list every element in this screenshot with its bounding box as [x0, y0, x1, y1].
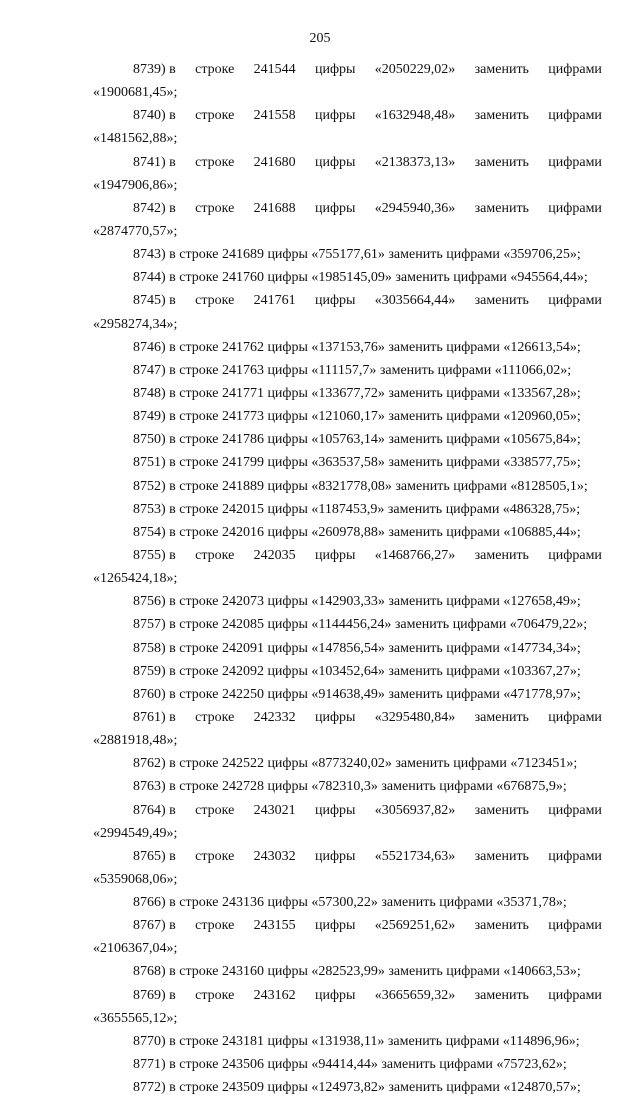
amendment-line: 8744) в строке 241760 цифры «1985145,09» заменить цифрами «945564,44»;: [133, 270, 588, 286]
amendment-line: 8746) в строке 241762 цифры «137153,76» заменить цифрами «126613,54»;: [133, 339, 581, 355]
amendment-word: заменить: [474, 293, 529, 309]
amendment-line: [93, 289, 602, 312]
amendment-line: [93, 914, 602, 937]
amendment-word: «2050229,02»: [374, 62, 456, 77]
amendment-word: заменить: [474, 108, 529, 124]
amendment-word: цифры: [314, 709, 356, 725]
amendment-line: [93, 58, 602, 81]
amendment-word: 243155: [253, 918, 296, 934]
amendment-line: 8748) в строке 241771 цифры «133677,72» заменить цифрами «133567,28»;: [133, 385, 581, 401]
amendment-line-continuation: «2881918,48»;: [93, 733, 178, 749]
amendment-word: «2138373,13»: [374, 154, 456, 170]
amendment-word: строке: [195, 709, 235, 725]
amendment-word: «2945940,36»: [374, 200, 456, 216]
amendment-word: цифрами: [548, 918, 602, 934]
amendment-line-continuation: «3655565,12»;: [93, 1010, 178, 1026]
amendment-line-continuation: «2106367,04»;: [93, 941, 178, 957]
amendment-word: 8745) в: [133, 293, 176, 309]
amendment-word: заменить: [474, 987, 529, 1003]
amendment-line: [93, 197, 602, 220]
amendment-word: строке: [195, 802, 235, 818]
amendment-line-continuation: «1900681,45»;: [93, 85, 178, 101]
amendment-line: [93, 104, 602, 127]
amendment-word: цифрами: [548, 547, 602, 563]
amendment-word: цифрами: [548, 108, 602, 124]
amendment-word: цифрами: [548, 709, 602, 725]
amendment-word: 8765) в: [133, 848, 176, 864]
amendment-line-continuation: «2874770,57»;: [93, 223, 178, 239]
amendment-line: 8762) в строке 242522 цифры «8773240,02» заменить цифрами «7123451»;: [133, 756, 578, 772]
amendment-line-continuation: «1481562,88»;: [93, 131, 178, 147]
amendment-word: 8767) в: [133, 918, 176, 934]
amendment-word: строке: [195, 848, 235, 864]
amendment-word: цифры: [314, 154, 356, 170]
amendment-word: «3035664,44»: [374, 293, 456, 309]
amendment-word: 243021: [253, 802, 296, 818]
amendment-word: 8740) в: [133, 108, 176, 124]
amendment-word: цифры: [314, 293, 356, 309]
amendment-line: [93, 799, 602, 822]
amendment-word: «2569251,62»: [374, 918, 456, 934]
amendment-word: заменить: [474, 802, 529, 818]
amendment-word: цифрами: [548, 62, 602, 77]
amendment-line-continuation: «2994549,49»;: [93, 825, 178, 841]
amendment-line: 8743) в строке 241689 цифры «755177,61» заменить цифрами «359706,25»;: [133, 247, 581, 263]
amendment-word: 241680: [253, 154, 296, 170]
amendment-word: 242332: [253, 709, 296, 725]
amendment-word: цифрами: [548, 200, 602, 216]
amendment-line: 8757) в строке 242085 цифры «1144456,24» заменить цифрами «706479,22»;: [133, 617, 588, 633]
amendment-word: «5521734,63»: [374, 848, 456, 864]
amendment-line: 8747) в строке 241763 цифры «111157,7» заменить цифрами «111066,02»;: [133, 362, 572, 378]
amendment-line: 8754) в строке 242016 цифры «260978,88» заменить цифрами «106885,44»;: [133, 524, 581, 540]
amendment-word: 8755) в: [133, 547, 176, 563]
amendment-word: строке: [195, 108, 235, 124]
amendment-line: 8771) в строке 243506 цифры «94414,44» заменить цифрами «75723,62»;: [133, 1057, 567, 1073]
amendment-word: строке: [195, 293, 235, 309]
amendment-line-continuation: «5359068,06»;: [93, 871, 178, 887]
amendment-word: 241688: [253, 200, 296, 216]
amendment-line: 8750) в строке 241786 цифры «105763,14» заменить цифрами «105675,84»;: [133, 432, 581, 448]
amendment-word: «3665659,32»: [374, 987, 456, 1003]
amendment-word: «1632948,48»: [374, 108, 456, 124]
amendment-line: 8760) в строке 242250 цифры «914638,49» заменить цифрами «471778,97»;: [133, 686, 581, 702]
amendment-word: заменить: [474, 154, 529, 170]
amendment-line: 8756) в строке 242073 цифры «142903,33» заменить цифрами «127658,49»;: [133, 594, 581, 610]
amendment-word: 8764) в: [133, 802, 176, 818]
amendment-word: 243162: [253, 987, 296, 1003]
amendment-word: цифрами: [548, 293, 602, 309]
amendment-line-continuation: «1265424,18»;: [93, 571, 178, 587]
amendment-word: цифрами: [548, 154, 602, 170]
amendment-word: «3056937,82»: [374, 802, 456, 818]
amendment-word: заменить: [474, 918, 529, 934]
amendment-word: цифры: [314, 200, 356, 216]
amendment-word: 241558: [253, 108, 296, 124]
amendment-line: 8763) в строке 242728 цифры «782310,3» заменить цифрами «676875,9»;: [133, 779, 567, 795]
amendment-word: цифры: [314, 987, 356, 1003]
amendment-word: цифрами: [548, 987, 602, 1003]
amendment-line: 8752) в строке 241889 цифры «8321778,08» заменить цифрами «8128505,1»;: [133, 478, 588, 494]
amendment-line: [93, 984, 602, 1007]
amendment-line: 8759) в строке 242092 цифры «103452,64» заменить цифрами «103367,27»;: [133, 663, 581, 679]
amendment-word: 8739) в: [133, 62, 176, 77]
amendment-word: цифрами: [548, 848, 602, 864]
amendment-word: 8769) в: [133, 987, 176, 1003]
amendment-word: 243032: [253, 848, 296, 864]
amendment-line: 8768) в строке 243160 цифры «282523,99» заменить цифрами «140663,53»;: [133, 964, 581, 980]
amendment-word: 8761) в: [133, 709, 176, 725]
amendment-line: 8758) в строке 242091 цифры «147856,54» заменить цифрами «147734,34»;: [133, 640, 581, 656]
amendment-word: 241544: [253, 62, 296, 77]
amendment-line: 8753) в строке 242015 цифры «1187453,9» заменить цифрами «486328,75»;: [133, 501, 581, 517]
amendment-word: строке: [195, 918, 235, 934]
amendment-word: строке: [195, 547, 235, 563]
amendment-line: [93, 845, 602, 868]
amendment-word: цифры: [314, 108, 356, 124]
amendment-line: [93, 544, 602, 567]
amendment-word: цифры: [314, 848, 356, 864]
amendment-line: [93, 706, 602, 729]
amendment-line: 8749) в строке 241773 цифры «121060,17» заменить цифрами «120960,05»;: [133, 409, 581, 425]
amendment-line-continuation: «2958274,34»;: [93, 316, 178, 332]
amendment-word: строке: [195, 62, 235, 77]
amendment-word: «3295480,84»: [374, 709, 456, 725]
amendment-word: цифры: [314, 547, 356, 563]
amendment-line: [93, 151, 602, 174]
page-number: 205: [309, 31, 331, 46]
amendment-line: 8770) в строке 243181 цифры «131938,11» заменить цифрами «114896,96»;: [133, 1033, 580, 1049]
amendment-word: строке: [195, 200, 235, 216]
amendment-word: заменить: [474, 547, 529, 563]
amendment-word: заменить: [474, 848, 529, 864]
amendment-word: строке: [195, 987, 235, 1003]
amendment-word: строке: [195, 154, 235, 170]
amendment-line: 8766) в строке 243136 цифры «57300,22» заменить цифрами «35371,78»;: [133, 895, 567, 911]
amendment-word: заменить: [474, 62, 529, 77]
amendment-list: [93, 58, 602, 1099]
amendment-word: 242035: [253, 547, 296, 563]
amendment-line: 8751) в строке 241799 цифры «363537,58» заменить цифрами «338577,75»;: [133, 455, 581, 471]
amendment-line: 8772) в строке 243509 цифры «124973,82» заменить цифрами «124870,57»;: [133, 1080, 581, 1096]
amendment-word: 8742) в: [133, 200, 176, 216]
amendment-word: заменить: [474, 200, 529, 216]
amendment-word: заменить: [474, 709, 529, 725]
amendment-word: цифры: [314, 802, 356, 818]
amendment-word: цифры: [314, 62, 356, 77]
amendment-word: 8741) в: [133, 154, 176, 170]
amendment-word: 241761: [253, 293, 296, 309]
amendment-word: «1468766,27»: [374, 547, 456, 563]
amendment-word: цифрами: [548, 802, 602, 818]
amendment-line-continuation: «1947906,86»;: [93, 177, 178, 193]
amendment-word: цифры: [314, 918, 356, 934]
